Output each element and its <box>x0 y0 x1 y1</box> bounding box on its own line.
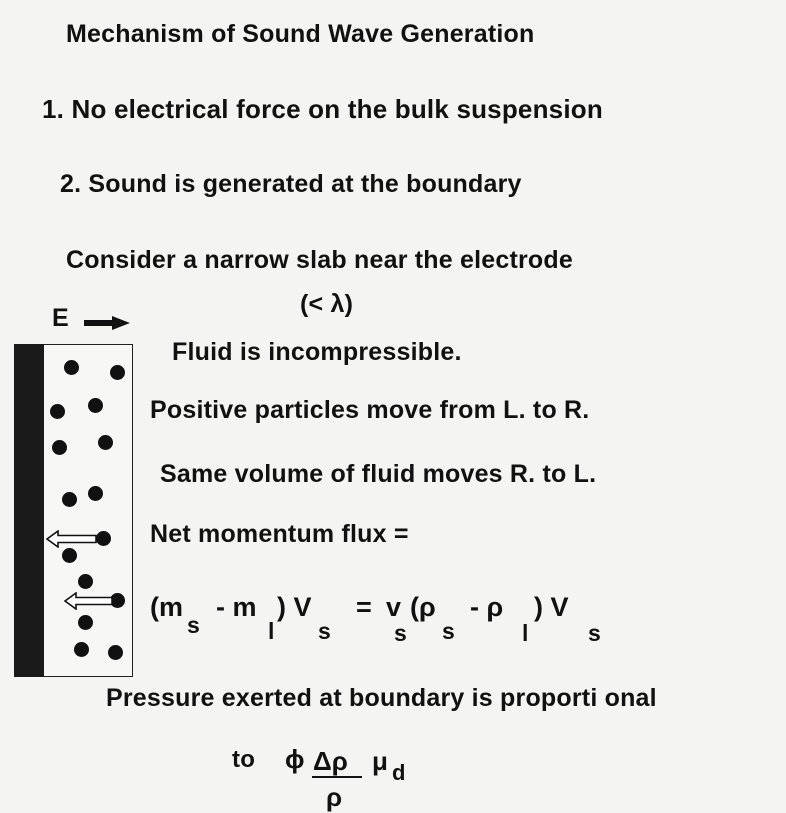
line-fluid-moves: Same volume of fluid moves R. to L. <box>160 460 597 488</box>
particle <box>78 615 93 630</box>
eq-close-v-2: ) V <box>534 592 569 622</box>
eq-open-rho: (ρ <box>410 592 436 622</box>
particle <box>108 645 123 660</box>
phi-symbol: ϕ <box>285 744 305 774</box>
eq-sub-vs-2: s <box>588 620 601 646</box>
eq-open-m: (m <box>150 592 183 622</box>
pressure-statement: Pressure exerted at boundary is proporti onal <box>106 684 657 712</box>
eq-close-v: ) V <box>277 592 312 622</box>
eq-sub-v-s: s <box>394 620 407 646</box>
eq-minus-m: - m <box>216 592 257 622</box>
lambda-note: (< λ) <box>300 290 354 318</box>
consider-text: Consider a narrow slab near the electrode <box>66 246 573 274</box>
fraction-denominator: ρ <box>326 782 343 812</box>
fraction-numerator: Δρ <box>313 746 348 776</box>
point-1: 1. No electrical force on the bulk suspension <box>42 94 603 124</box>
line-incompressible: Fluid is incompressible. <box>172 338 462 366</box>
eq-sub-rho-l: l <box>522 620 529 646</box>
electrode <box>14 344 44 677</box>
particle <box>52 440 67 455</box>
field-label: E <box>52 304 69 332</box>
particle <box>62 548 77 563</box>
to-text: to <box>232 746 256 773</box>
fraction-bar <box>312 776 362 778</box>
fluid-flow-arrow-icon <box>46 530 98 548</box>
line-positive-particles: Positive particles move from L. to R. <box>150 396 590 424</box>
eq-minus-rho: - ρ <box>470 592 504 622</box>
eq-sub-s: s <box>187 612 200 638</box>
particle <box>96 531 111 546</box>
slide-title: Mechanism of Sound Wave Generation <box>66 20 535 48</box>
fluid-flow-arrow-icon <box>64 592 114 610</box>
particle <box>110 365 125 380</box>
point-2: 2. Sound is generated at the boundary <box>60 170 522 198</box>
mu-subscript: d <box>392 760 406 785</box>
particle <box>78 574 93 589</box>
field-arrow-icon <box>84 316 130 330</box>
eq-sub-vs: s <box>318 618 331 644</box>
line-momentum-flux: Net momentum flux = <box>150 520 409 548</box>
mu-symbol: μ <box>372 746 388 776</box>
eq-sub-rho-s: s <box>442 618 455 644</box>
eq-equals: = <box>356 592 372 622</box>
particle <box>64 360 79 375</box>
particle <box>74 642 89 657</box>
particle <box>88 398 103 413</box>
eq-sub-l: l <box>268 618 275 644</box>
particle <box>62 492 77 507</box>
particle <box>88 486 103 501</box>
particle <box>98 435 113 450</box>
eq-v: v <box>386 592 402 622</box>
particle <box>50 404 65 419</box>
